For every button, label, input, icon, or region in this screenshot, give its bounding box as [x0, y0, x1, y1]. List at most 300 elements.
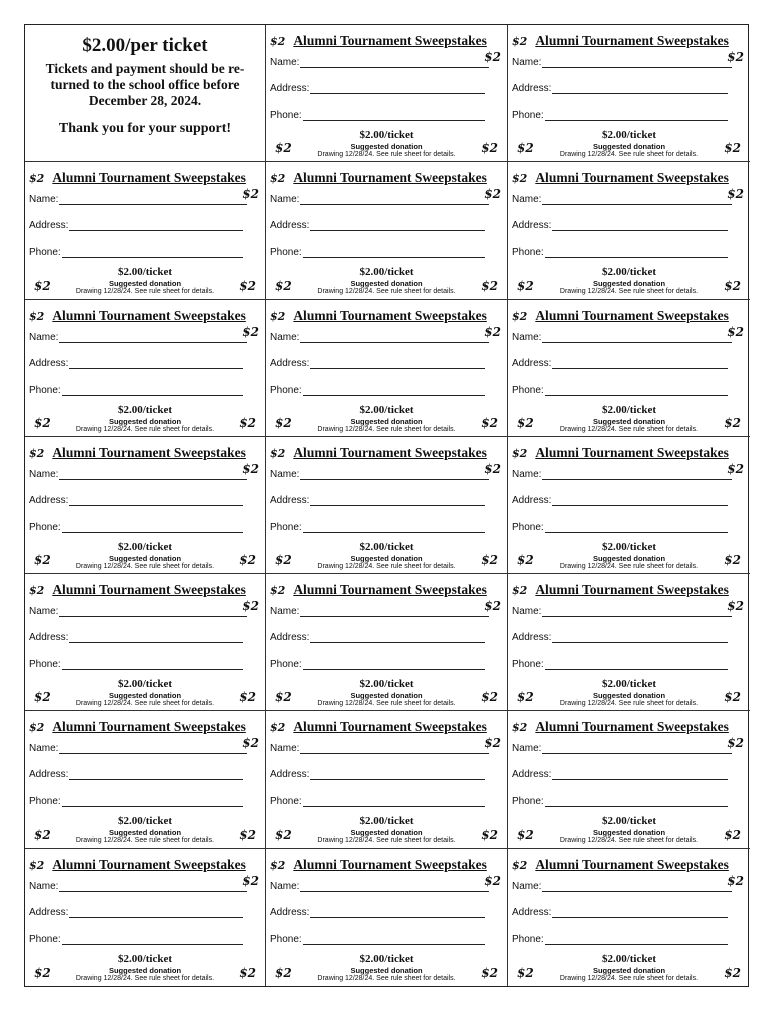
suggested-donation: Suggested donation	[592, 279, 666, 289]
phone-label: Phone:	[512, 659, 544, 671]
address-label: Address:	[270, 83, 310, 94]
drawing-note: Drawing 12/28/24. See rule sheet for details.	[317, 425, 456, 433]
dollar-mark: $2	[727, 324, 744, 339]
dollar-mark: $2	[239, 415, 256, 430]
name-field[interactable]	[270, 191, 489, 205]
phone-field[interactable]	[270, 382, 485, 396]
name-field[interactable]	[270, 466, 489, 480]
dollar-mark: $2	[727, 461, 744, 476]
phone-line[interactable]	[303, 111, 485, 121]
dollar-mark: $2	[270, 35, 286, 48]
name-line[interactable]	[59, 882, 247, 892]
suggested-donation: Suggested donation	[108, 691, 182, 701]
dollar-mark: $2	[512, 446, 528, 460]
dollar-mark: $2	[242, 873, 259, 888]
name-label: Name:	[512, 743, 542, 755]
dollar-mark: $2	[517, 415, 534, 430]
ticket-title: Alumni Tournament Sweepstakes	[293, 856, 487, 872]
ticket-title: Alumni Tournament Sweepstakes	[535, 856, 729, 872]
address-field[interactable]	[512, 904, 728, 918]
phone-label: Phone:	[29, 521, 61, 533]
ticket-title: Alumni Tournament Sweepstakes	[293, 582, 487, 598]
phone-line[interactable]	[62, 935, 243, 945]
dollar-mark: $2	[481, 827, 498, 842]
address-line[interactable]	[552, 84, 728, 94]
dollar-mark: $2	[275, 278, 292, 293]
dollar-mark: $2	[242, 324, 259, 339]
ticket-header	[270, 581, 503, 597]
ticket-price: $2.00/ticket	[359, 952, 414, 965]
dollar-mark: $2	[239, 966, 256, 980]
phone-line[interactable]	[303, 248, 485, 258]
drawing-note: Drawing 12/28/24. See rule sheet for details.	[317, 700, 456, 708]
dollar-mark: $2	[724, 141, 741, 156]
ticket-title: Alumni Tournament Sweepstakes	[52, 170, 246, 186]
dollar-mark: $2	[512, 584, 528, 598]
suggested-donation: Suggested donation	[108, 416, 182, 426]
name-field[interactable]	[29, 329, 247, 343]
phone-line[interactable]	[545, 523, 728, 533]
name-line[interactable]	[542, 470, 732, 480]
ticket-header	[29, 581, 261, 597]
ticket-sheet	[24, 24, 749, 987]
ticket-title: Alumni Tournament Sweepstakes	[52, 719, 246, 735]
phone-field[interactable]	[270, 931, 485, 945]
suggested-donation: Suggested donation	[108, 553, 182, 563]
dollar-mark: $2	[484, 599, 501, 614]
phone-label: Phone:	[29, 659, 61, 671]
address-field[interactable]	[270, 492, 485, 506]
drawing-note: Drawing 12/28/24. See rule sheet for details.	[559, 151, 699, 158]
address-field[interactable]	[270, 766, 485, 780]
phone-line[interactable]	[303, 797, 485, 807]
address-line[interactable]	[552, 633, 728, 643]
name-field[interactable]	[29, 603, 247, 617]
dollar-mark: $2	[517, 966, 534, 980]
ticket-cell	[266, 162, 508, 299]
ticket-cell	[266, 300, 508, 437]
ticket-header	[270, 718, 503, 734]
phone-line[interactable]	[545, 797, 728, 807]
name-field[interactable]	[270, 603, 489, 617]
suggested-donation: Suggested donation	[592, 416, 666, 426]
dollar-mark: $2	[484, 461, 501, 476]
name-line[interactable]	[300, 470, 489, 480]
address-line[interactable]	[310, 221, 485, 231]
dollar-mark: $2	[724, 690, 741, 705]
suggested-donation: Suggested donation	[350, 828, 423, 838]
name-field[interactable]	[29, 878, 247, 892]
address-line[interactable]	[69, 633, 243, 643]
dollar-mark: $2	[270, 584, 286, 598]
ticket-cell	[508, 711, 750, 848]
dollar-mark: $2	[517, 278, 534, 293]
address-field[interactable]	[29, 355, 243, 369]
dollar-mark: $2	[481, 966, 498, 980]
drawing-note: Drawing 12/28/24. See rule sheet for details.	[75, 562, 215, 570]
address-field[interactable]	[512, 492, 728, 506]
phone-line[interactable]	[303, 660, 485, 670]
ticket-cell	[266, 711, 508, 848]
name-field[interactable]	[512, 54, 732, 68]
address-line[interactable]	[552, 908, 728, 918]
drawing-note: Drawing 12/28/24. See rule sheet for details.	[317, 151, 456, 158]
dollar-mark: $2	[484, 873, 501, 888]
ticket-price: $2.00/ticket	[117, 952, 173, 965]
phone-label: Phone:	[512, 384, 544, 396]
name-line[interactable]	[59, 744, 247, 754]
ticket-price: $2.00/ticket	[601, 266, 657, 279]
name-field[interactable]	[512, 191, 732, 205]
phone-line[interactable]	[62, 660, 243, 670]
name-field[interactable]	[29, 191, 247, 205]
dollar-mark: $2	[29, 172, 45, 186]
address-label: Address:	[512, 494, 552, 506]
address-label: Address:	[512, 906, 552, 918]
name-line[interactable]	[59, 607, 247, 617]
suggested-donation: Suggested donation	[592, 965, 666, 975]
suggested-donation: Suggested donation	[108, 279, 182, 289]
name-line[interactable]	[542, 744, 732, 754]
ticket-footer-text	[512, 953, 746, 982]
address-line[interactable]	[310, 633, 485, 643]
ticket-title: Alumni Tournament Sweepstakes	[293, 33, 487, 48]
drawing-note: Drawing 12/28/24. See rule sheet for details.	[559, 288, 699, 296]
ticket-cell	[25, 437, 266, 574]
phone-line[interactable]	[303, 935, 485, 945]
phone-label: Phone:	[512, 110, 544, 121]
address-field[interactable]	[270, 904, 485, 918]
name-field[interactable]	[29, 466, 247, 480]
address-line[interactable]	[69, 770, 243, 780]
name-field[interactable]	[512, 329, 732, 343]
ticket-header	[512, 718, 746, 734]
ticket-footer-text	[270, 266, 503, 295]
dollar-mark: $2	[34, 553, 51, 568]
address-field[interactable]	[270, 217, 485, 231]
address-line[interactable]	[69, 359, 243, 369]
phone-line[interactable]	[303, 523, 485, 533]
address-label: Address:	[512, 769, 552, 781]
ticket-title: Alumni Tournament Sweepstakes	[293, 719, 487, 735]
name-field[interactable]	[512, 740, 732, 754]
ticket-cell	[508, 574, 750, 711]
dollar-mark: $2	[517, 827, 534, 842]
name-label: Name:	[270, 57, 300, 68]
ticket-price: $2.00/ticket	[117, 815, 173, 828]
phone-label: Phone:	[29, 384, 61, 396]
ticket-price: $2.00/ticket	[117, 678, 173, 691]
info-return-instructions: Tickets and payment should be re-turned to the school office before December 28, 2024.	[45, 61, 245, 108]
dollar-mark: $2	[724, 827, 741, 842]
name-line[interactable]	[300, 882, 489, 892]
phone-line[interactable]	[62, 386, 243, 396]
ticket-footer-text	[29, 815, 261, 844]
dollar-mark: $2	[484, 187, 501, 202]
name-line[interactable]	[59, 470, 247, 480]
ticket-footer-text	[270, 129, 503, 158]
phone-line[interactable]	[62, 248, 243, 258]
dollar-mark: $2	[242, 187, 259, 202]
ticket-price: $2.00/ticket	[359, 540, 414, 553]
phone-line[interactable]	[545, 935, 728, 945]
phone-field[interactable]	[270, 244, 485, 258]
ticket-header	[512, 581, 746, 597]
address-line[interactable]	[310, 770, 485, 780]
address-line[interactable]	[69, 496, 243, 506]
name-label: Name:	[512, 331, 542, 343]
suggested-donation: Suggested donation	[592, 691, 666, 701]
address-field[interactable]	[270, 355, 485, 369]
ticket-cell	[508, 25, 750, 162]
address-field[interactable]	[512, 766, 728, 780]
ticket-title: Alumni Tournament Sweepstakes	[293, 170, 487, 186]
drawing-note: Drawing 12/28/24. See rule sheet for details.	[75, 425, 215, 433]
ticket-title: Alumni Tournament Sweepstakes	[52, 444, 246, 460]
dollar-mark: $2	[484, 324, 501, 339]
address-label: Address:	[512, 83, 552, 94]
phone-label: Phone:	[270, 521, 302, 533]
address-line[interactable]	[552, 770, 728, 780]
address-field[interactable]	[29, 492, 243, 506]
address-field[interactable]	[512, 355, 728, 369]
ticket-header	[270, 307, 503, 323]
phone-label: Phone:	[270, 659, 302, 671]
name-field[interactable]	[512, 603, 732, 617]
phone-field[interactable]	[29, 519, 243, 533]
address-line[interactable]	[310, 908, 485, 918]
name-label: Name:	[270, 606, 300, 618]
address-line[interactable]	[69, 908, 243, 918]
name-field[interactable]	[270, 740, 489, 754]
dollar-mark: $2	[29, 858, 45, 872]
address-field[interactable]	[512, 80, 728, 94]
ticket-footer-text	[512, 404, 746, 433]
address-label: Address:	[512, 220, 552, 232]
dollar-mark: $2	[239, 278, 256, 293]
phone-label: Phone:	[29, 796, 61, 808]
ticket-footer-text	[270, 678, 503, 707]
address-line[interactable]	[69, 221, 243, 231]
address-field[interactable]	[270, 629, 485, 643]
drawing-note: Drawing 12/28/24. See rule sheet for details.	[317, 288, 456, 296]
drawing-note: Drawing 12/28/24. See rule sheet for details.	[559, 837, 699, 845]
suggested-donation: Suggested donation	[108, 828, 182, 838]
phone-line[interactable]	[545, 660, 728, 670]
phone-label: Phone:	[512, 521, 544, 533]
name-field[interactable]	[270, 329, 489, 343]
ticket-footer-text	[512, 266, 746, 295]
ticket-header	[270, 169, 503, 185]
ticket-cell	[25, 162, 266, 299]
ticket-cell	[508, 300, 750, 437]
phone-field[interactable]	[512, 382, 728, 396]
phone-label: Phone:	[29, 247, 61, 259]
phone-label: Phone:	[270, 796, 302, 808]
name-label: Name:	[512, 606, 542, 618]
dollar-mark: $2	[239, 553, 256, 568]
drawing-note: Drawing 12/28/24. See rule sheet for details.	[559, 974, 699, 982]
phone-field[interactable]	[270, 107, 485, 121]
name-line[interactable]	[300, 744, 489, 754]
address-field[interactable]	[29, 904, 243, 918]
suggested-donation: Suggested donation	[592, 553, 666, 563]
dollar-mark: $2	[724, 278, 741, 293]
drawing-note: Drawing 12/28/24. See rule sheet for details.	[317, 562, 456, 570]
suggested-donation: Suggested donation	[592, 828, 666, 838]
suggested-donation: Suggested donation	[108, 965, 182, 975]
ticket-price: $2.00/ticket	[601, 952, 657, 965]
name-line[interactable]	[542, 882, 732, 892]
phone-label: Phone:	[512, 247, 544, 259]
ticket-cell	[508, 162, 750, 299]
address-label: Address:	[512, 632, 552, 644]
dollar-mark: $2	[270, 309, 286, 323]
name-line[interactable]	[542, 58, 732, 68]
name-field[interactable]	[270, 878, 489, 892]
name-line[interactable]	[542, 333, 732, 343]
address-line[interactable]	[310, 84, 485, 94]
ticket-header	[29, 718, 261, 734]
drawing-note: Drawing 12/28/24. See rule sheet for details.	[317, 974, 456, 982]
name-field[interactable]	[512, 878, 732, 892]
name-line[interactable]	[300, 607, 489, 617]
address-label: Address:	[29, 906, 69, 918]
ticket-footer-text	[29, 678, 261, 707]
ticket-cell	[508, 437, 750, 574]
phone-field[interactable]	[270, 793, 485, 807]
phone-field[interactable]	[512, 931, 728, 945]
name-line[interactable]	[300, 333, 489, 343]
phone-field[interactable]	[512, 107, 728, 121]
ticket-title: Alumni Tournament Sweepstakes	[52, 856, 246, 872]
address-field[interactable]	[512, 217, 728, 231]
phone-field[interactable]	[512, 793, 728, 807]
phone-field[interactable]	[29, 793, 243, 807]
dollar-mark: $2	[512, 172, 528, 186]
dollar-mark: $2	[239, 827, 256, 842]
ticket-header	[270, 856, 503, 872]
suggested-donation: Suggested donation	[350, 142, 423, 151]
address-field[interactable]	[512, 629, 728, 643]
phone-line[interactable]	[62, 523, 243, 533]
ticket-header	[270, 444, 503, 460]
dollar-mark: $2	[34, 827, 51, 842]
address-line[interactable]	[552, 496, 728, 506]
phone-label: Phone:	[270, 247, 302, 259]
phone-field[interactable]	[29, 244, 243, 258]
dollar-mark: $2	[29, 584, 45, 598]
name-line[interactable]	[542, 607, 732, 617]
address-line[interactable]	[310, 359, 485, 369]
ticket-title: Alumni Tournament Sweepstakes	[293, 307, 487, 323]
ticket-header	[512, 169, 746, 185]
name-line[interactable]	[300, 195, 489, 205]
phone-line[interactable]	[545, 111, 728, 121]
address-field[interactable]	[29, 766, 243, 780]
ticket-footer-text	[29, 541, 261, 570]
phone-field[interactable]	[270, 519, 485, 533]
name-label: Name:	[512, 468, 542, 480]
address-label: Address:	[270, 632, 310, 644]
name-label: Name:	[270, 331, 300, 343]
ticket-header	[29, 856, 261, 872]
ticket-cell	[266, 25, 508, 162]
drawing-note: Drawing 12/28/24. See rule sheet for details.	[75, 837, 215, 845]
address-label: Address:	[270, 220, 310, 232]
phone-field[interactable]	[29, 656, 243, 670]
ticket-title: Alumni Tournament Sweepstakes	[52, 582, 246, 598]
phone-line[interactable]	[545, 248, 728, 258]
phone-field[interactable]	[29, 382, 243, 396]
address-field[interactable]	[29, 629, 243, 643]
drawing-note: Drawing 12/28/24. See rule sheet for details.	[559, 700, 699, 708]
ticket-price: $2.00/ticket	[359, 678, 414, 691]
ticket-price: $2.00/ticket	[359, 403, 414, 416]
address-label: Address:	[29, 220, 69, 232]
address-label: Address:	[29, 357, 69, 369]
dollar-mark: $2	[34, 278, 51, 293]
name-line[interactable]	[59, 333, 247, 343]
phone-field[interactable]	[29, 931, 243, 945]
dollar-mark: $2	[727, 187, 744, 202]
dollar-mark: $2	[517, 553, 534, 568]
dollar-mark: $2	[517, 141, 534, 156]
dollar-mark: $2	[484, 736, 501, 751]
name-label: Name:	[512, 194, 542, 206]
name-line[interactable]	[542, 195, 732, 205]
ticket-cell	[266, 437, 508, 574]
dollar-mark: $2	[724, 966, 741, 980]
phone-field[interactable]	[512, 519, 728, 533]
name-line[interactable]	[59, 195, 247, 205]
address-line[interactable]	[310, 496, 485, 506]
drawing-note: Drawing 12/28/24. See rule sheet for details.	[317, 837, 456, 845]
address-field[interactable]	[29, 217, 243, 231]
ticket-cell	[25, 849, 266, 986]
dollar-mark: $2	[29, 721, 45, 735]
address-field[interactable]	[270, 80, 485, 94]
address-line[interactable]	[552, 359, 728, 369]
ticket-header	[512, 856, 746, 872]
phone-label: Phone:	[270, 933, 302, 945]
address-label: Address:	[270, 906, 310, 918]
name-field[interactable]	[270, 54, 489, 68]
drawing-note: Drawing 12/28/24. See rule sheet for details.	[75, 288, 215, 296]
name-label: Name:	[270, 468, 300, 480]
name-field[interactable]	[29, 740, 247, 754]
phone-field[interactable]	[512, 656, 728, 670]
name-line[interactable]	[300, 58, 489, 68]
ticket-cell	[25, 300, 266, 437]
phone-line[interactable]	[303, 386, 485, 396]
name-label: Name:	[29, 194, 59, 206]
dollar-mark: $2	[724, 415, 741, 430]
ticket-title: Alumni Tournament Sweepstakes	[535, 719, 729, 735]
phone-line[interactable]	[62, 797, 243, 807]
phone-field[interactable]	[270, 656, 485, 670]
phone-field[interactable]	[512, 244, 728, 258]
ticket-footer-text	[29, 404, 261, 433]
suggested-donation: Suggested donation	[350, 279, 423, 289]
name-field[interactable]	[512, 466, 732, 480]
dollar-mark: $2	[481, 690, 498, 705]
address-line[interactable]	[552, 221, 728, 231]
phone-line[interactable]	[545, 386, 728, 396]
ticket-cell	[266, 849, 508, 986]
ticket-footer-text	[512, 815, 746, 844]
ticket-price: $2.00/ticket	[601, 678, 657, 691]
